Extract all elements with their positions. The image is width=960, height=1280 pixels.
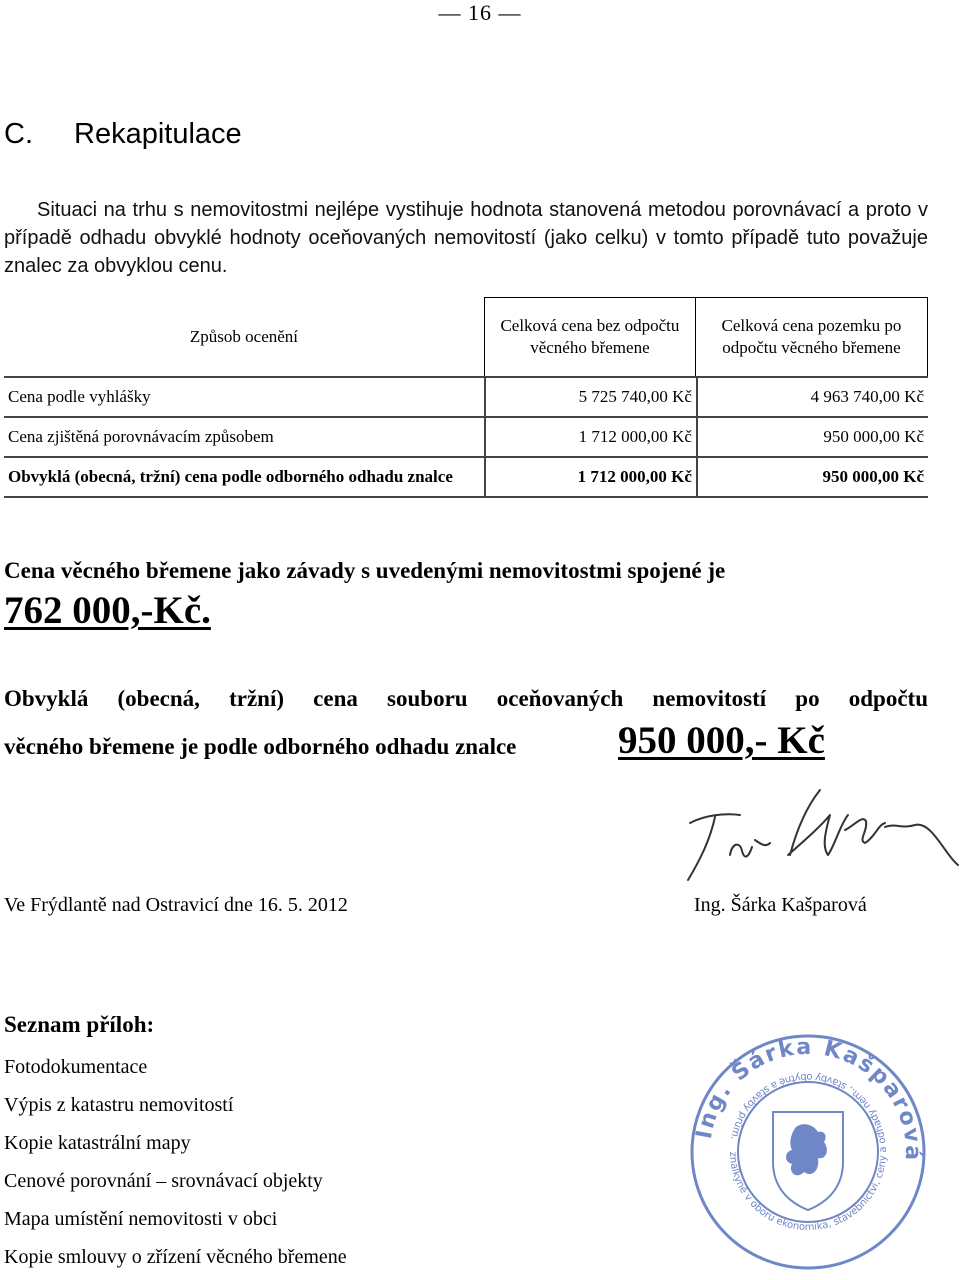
list-item: Kopie smlouvy o zřízení věcného břemene: [4, 1246, 347, 1268]
expert-stamp: [688, 1032, 928, 1272]
row-value-land: 950 000,00 Kč: [696, 416, 928, 456]
section-heading: [4, 118, 242, 151]
table-row: [4, 416, 928, 456]
row-value-land: 950 000,00 Kč: [696, 456, 928, 498]
table-header-row: [4, 297, 928, 376]
list-item: Fotodokumentace: [4, 1056, 148, 1078]
market-text-line2: věcného břemene je podle odborného odhadu znalce: [4, 734, 517, 759]
page-number: — 16 —: [438, 0, 522, 25]
coat-of-arms-icon: [773, 1112, 843, 1210]
row-value-land: 4 963 740,00 Kč: [696, 376, 928, 416]
row-value-total: 1 712 000,00 Kč: [484, 416, 696, 456]
header-total-price: Celková cena bez odpočtu věcného břemene: [484, 297, 696, 376]
stamp-outer-text: Ing. Šárka Kašparová: [691, 1034, 926, 1163]
market-value: 950 000,- Kč: [618, 719, 825, 762]
market-text-line1: Obvyklá (obecná, tržní) cena souboru oceňovaných nemovitostí po odpočtu: [4, 686, 928, 711]
attachments-list: [4, 1052, 347, 1280]
list-item: Mapa umístění nemovitosti v obci: [4, 1208, 278, 1230]
row-label: Cena podle vyhlášky: [4, 376, 484, 416]
burden-value: 762 000,-Kč.: [4, 589, 211, 632]
list-item: Výpis z katastru nemovitostí: [4, 1094, 234, 1116]
burden-text: Cena věcného břemene jako závady s uvedenými nemovitostmi spojené je: [4, 558, 726, 583]
valuation-table: [4, 297, 928, 498]
stamp-inner-text: znalkyně v oboru ekonomika, stavebnictví, ceny a odhady nem., stavby obytné a stavby prům.: [726, 1070, 890, 1234]
table-row: [4, 456, 928, 498]
row-value-total: 5 725 740,00 Kč: [484, 376, 696, 416]
table-row: [4, 376, 928, 416]
row-value-total: 1 712 000,00 Kč: [484, 456, 696, 498]
author-name: Ing. Šárka Kašparová: [694, 894, 867, 916]
signature-image: [670, 785, 960, 890]
header-method: Způsob ocenění: [189, 326, 299, 346]
header-land-price: Celková cena pozemku po odpočtu věcného břemene: [696, 297, 928, 376]
row-label: Obvyklá (obecná, tržní) cena podle odborného odhadu znalce: [4, 456, 484, 498]
row-label: Cena zjištěná porovnávacím způsobem: [4, 416, 484, 456]
list-item: Kopie katastrální mapy: [4, 1132, 191, 1154]
intro-paragraph: [4, 196, 928, 280]
place-and-date: Ve Frýdlantě nad Ostravicí dne 16. 5. 2012: [4, 894, 348, 916]
section-letter: C.: [4, 118, 33, 150]
section-title: Rekapitulace: [74, 118, 242, 150]
intro-text: Situaci na trhu s nemovitostmi nejlépe vystihuje hodnota stanovená metodou porovnávací a proto v případě odhadu obvyklé hodnoty oceňovaných nemovitostí (jako celku) v tomto případě tuto považuje znalec za obvyklou cenu.: [4, 199, 928, 277]
attachments-title: Seznam příloh:: [4, 1012, 155, 1037]
list-item: Cenové porovnání – srovnávací objekty: [4, 1170, 323, 1192]
